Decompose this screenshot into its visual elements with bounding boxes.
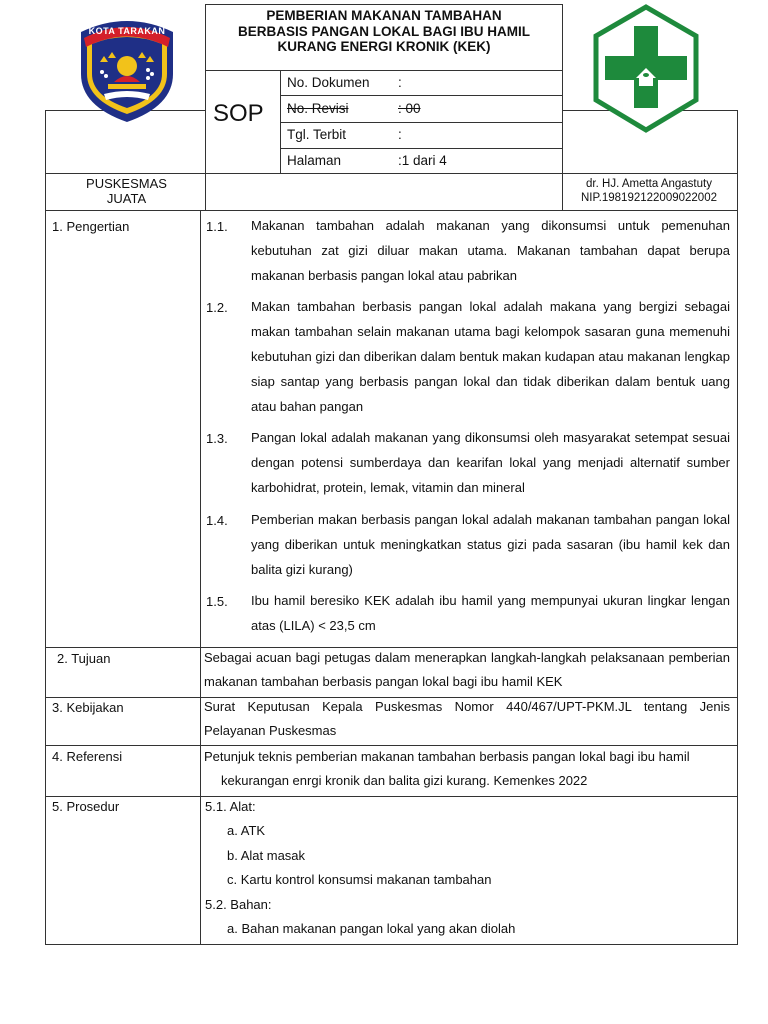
- section-label-pengertian: 1. Pengertian: [52, 219, 130, 234]
- item-number: 1.3.: [206, 431, 228, 446]
- bahan-item: a. Bahan makanan pangan lokal yang akan diolah: [227, 921, 516, 936]
- section-label-kebijakan: 3. Kebijakan: [52, 700, 124, 715]
- meta-value-halaman: :1 dari 4: [398, 153, 447, 168]
- puskesmas-line-2: JUATA: [106, 191, 147, 206]
- item-text: Makanan tambahan adalah makanan yang dikonsumsi untuk pemenuhan kebutuhan zat gizi diluar makan utama. Makanan tambahan dapat berupa makanan berbasis pangan lokal atau pabrikan: [251, 218, 730, 283]
- meta-label-halaman: Halaman: [287, 153, 342, 168]
- meta-value-tgl-terbit: :: [398, 127, 402, 142]
- alat-item: b. Alat masak: [227, 848, 306, 863]
- kota-tarakan-logo: [78, 14, 176, 124]
- item-text: Ibu hamil beresiko KEK adalah ibu hamil yang mempunyai ukuran lingkar lengan atas (LILA) < 23,5 cm: [251, 593, 730, 633]
- document-title: [206, 8, 562, 55]
- tujuan-text: Sebagai acuan bagi petugas dalam menerapkan langkah-langkah pelaksanaan pemberian makanan tambahan berbasis pangan lokal bagi ibu hamil KEK: [204, 650, 730, 689]
- item-text: Makan tambahan berbasis pangan lokal adalah makana yang bergizi sebagai makan tambahan selain makanan utama bagi kelompok sasaran guna memenuhi kebutuhan gizi dan diberikan dalam bentuk makan kudapan atau makanan lengkap siap santap yang berbasis pangan lokal dan tidak diberikan dalam bentuk uang atau bahan pangan: [251, 299, 730, 414]
- signatory-nip: NIP.198192122009022002: [580, 192, 717, 204]
- item-number: 1.5.: [206, 594, 228, 609]
- item-text: Pemberian makan berbasis pangan lokal adalah makanan tambahan pangan lokal yang diberikan untuk meningkatkan status gizi pada sasaran (ibu hamil kek dan balita gizi kurang): [251, 512, 730, 577]
- title-line-3: KURANG ENERGI KRONIK (KEK): [277, 39, 491, 54]
- meta-label-no-revisi: No. Revisi: [287, 101, 349, 116]
- title-line-1: PEMBERIAN MAKANAN TAMBAHAN: [266, 8, 502, 23]
- referensi-line-2: kekurangan enrgi kronik dan balita gizi kurang. Kemenkes 2022: [221, 773, 588, 788]
- alat-item: c. Kartu kontrol konsumsi makanan tambahan: [227, 872, 492, 887]
- item-number: 1.2.: [206, 300, 228, 315]
- puskesmas-line-1: PUSKESMAS: [86, 176, 167, 191]
- sop-label: SOP: [213, 100, 264, 127]
- meta-label-no-dokumen: No. Dokumen: [287, 75, 370, 90]
- section-label-prosedur: 5. Prosedur: [52, 799, 120, 814]
- puskesmas-logo: [592, 4, 700, 134]
- section-label-tujuan: 2. Tujuan: [57, 651, 111, 666]
- meta-value-no-revisi: : 00: [398, 101, 421, 116]
- item-number: 1.1.: [206, 219, 228, 234]
- meta-label-tgl-terbit: Tgl. Terbit: [287, 127, 347, 142]
- title-line-2: BERBASIS PANGAN LOKAL BAGI IBU HAMIL: [237, 23, 530, 39]
- item-text: Pangan lokal adalah makanan yang dikonsumsi oleh masyarakat setempat sesuai dengan potensi sumberdaya dan kearifan lokal yang menjadi alternatif sumber karbohidrat, protein, lemak, vitamin dan mineral: [251, 430, 730, 495]
- puskesmas-name: [48, 176, 205, 206]
- signatory-name: dr. HJ. Ametta Angastuty: [586, 178, 712, 190]
- kebijakan-text: Surat Keputusan Kepala Puskesmas Nomor 440/467/UPT-PKM.JL tentang Jenis Pelayanan Puskesmas: [204, 699, 730, 738]
- referensi-line-1: Petunjuk teknis pemberian makanan tambahan berbasis pangan lokal bagi ibu hamil: [204, 749, 690, 764]
- logo-arc-text: KOTA TARAKAN: [88, 26, 166, 36]
- alat-item: a. ATK: [227, 823, 266, 838]
- item-number: 1.4.: [206, 513, 228, 528]
- signatory: [562, 177, 736, 205]
- section-label-referensi: 4. Referensi: [52, 749, 123, 764]
- bahan-heading: 5.2. Bahan:: [205, 897, 272, 912]
- meta-value-no-dokumen: :: [398, 75, 402, 90]
- alat-heading: 5.1. Alat:: [205, 799, 256, 814]
